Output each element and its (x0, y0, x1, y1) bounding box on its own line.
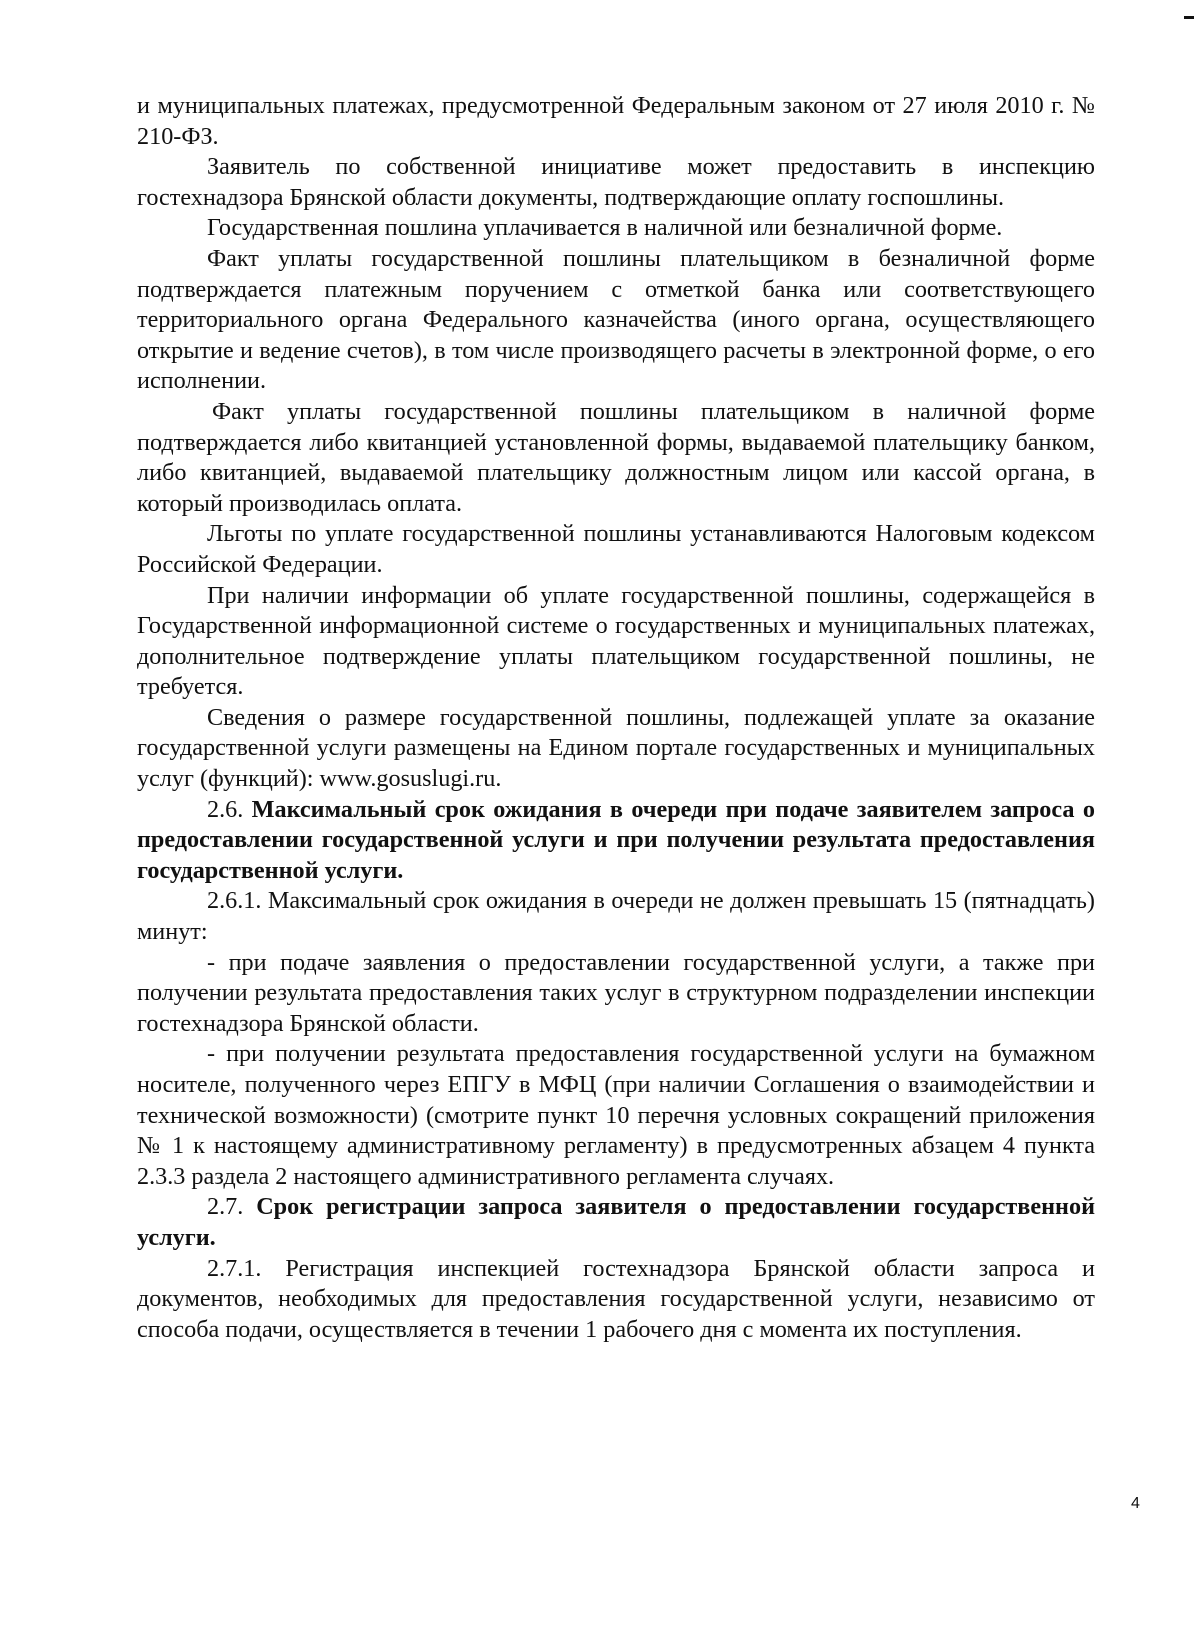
section-2-6-title: Максимальный срок ожидания в очереди при подаче заявителем запроса о предоставлении государственной услуги и при получении результата предоставления государственной услуги. (137, 795, 1095, 884)
paragraph-cash-payment: Факт уплаты государственной пошлины плательщиком в наличной форме подтверждается либо квитанцией установленной формы, выдаваемой плательщику банком, либо квитанцией, выдаваемой плательщику должностным лицом или кассой органа, в который производилась оплата. (137, 397, 1095, 517)
paragraph-noncash-payment: Факт уплаты государственной пошлины плательщиком в безналичной форме подтверждается платежным поручением с отметкой банка или соответствующего территориального органа Федерального казначейства (иного органа, осуществляющего открытие и ведение счетов), в том числе производящего расчеты в электронной форме, о его исполнении. (137, 244, 1095, 395)
section-2-6-number: 2.6. (207, 795, 252, 823)
paragraph-gis-gmp-info: При наличии информации об уплате государственной пошлины, содержащейся в Государственной информационной системе о государственных и муниципальных платежах, дополнительное подтверждение уплаты плательщиком государственной пошлины, не требуется. (137, 581, 1095, 701)
section-2-6-heading (137, 795, 1095, 887)
section-2-7-number: 2.7. (207, 1193, 257, 1221)
paragraph-2-6-1: 2.6.1. Максимальный срок ожидания в очереди не должен превышать 15 (пятнадцать) минут: (137, 887, 1095, 946)
paragraph-duty-amount-info: Сведения о размере государственной пошлины, подлежащей уплате за оказание государственной услуги размещены на Едином портале государственных и муниципальных услуг (функций): www.gosuslugi.ru. (137, 703, 1095, 793)
section-2-7-title: Срок регистрации запроса заявителя о предоставлении государственной услуги. (137, 1193, 1096, 1251)
list-item-paper-result: - при получении результата предоставления государственной услуги на бумажном носителе, полученного через ЕПГУ в МФЦ (при наличии Соглашения о взаимодействии и технической возможности) (смотрите пункт 10 перечня условных сокращений приложения № 1 к настоящему административному регламенту) в предусмотренных абзацем 4 пункта 2.3.3 раздела 2 настоящего административного регламента случаях. (137, 1040, 1095, 1190)
page-number: 4 (1131, 1495, 1140, 1512)
list-item-application-submission: - при подаче заявления о предоставлении государственной услуги, а также при получении результата предоставления таких услуг в структурном подразделении инспекции гостехнадзора Брянской области. (137, 948, 1095, 1037)
scan-corner-mark (1184, 0, 1194, 19)
document-body (137, 91, 1095, 1345)
paragraph-duty-payment-form: Государственная пошлина уплачивается в наличной или безналичной форме. (207, 214, 1003, 242)
section-2-7-heading (137, 1192, 1095, 1253)
paragraph-2-7-1: 2.7.1. Регистрация инспекцией гостехнадзора Брянской области запроса и документов, необходимых для предоставления государственной услуги, независимо от способа подачи, осуществляется в течении 1 рабочего дня с момента их поступления. (137, 1254, 1095, 1343)
paragraph-continuation: и муниципальных платежах, предусмотренной Федеральным законом от 27 июля 2010 г. № 210-ФЗ. (137, 92, 1095, 150)
paragraph-applicant-initiative: Заявитель по собственной инициативе может предоставить в инспекцию гостехнадзора Брянской области документы, подтверждающие оплату госпошлины. (137, 153, 1095, 211)
paragraph-tax-benefits: Льготы по уплате государственной пошлины устанавливаются Налоговым кодексом Российской Федерации. (137, 520, 1095, 578)
